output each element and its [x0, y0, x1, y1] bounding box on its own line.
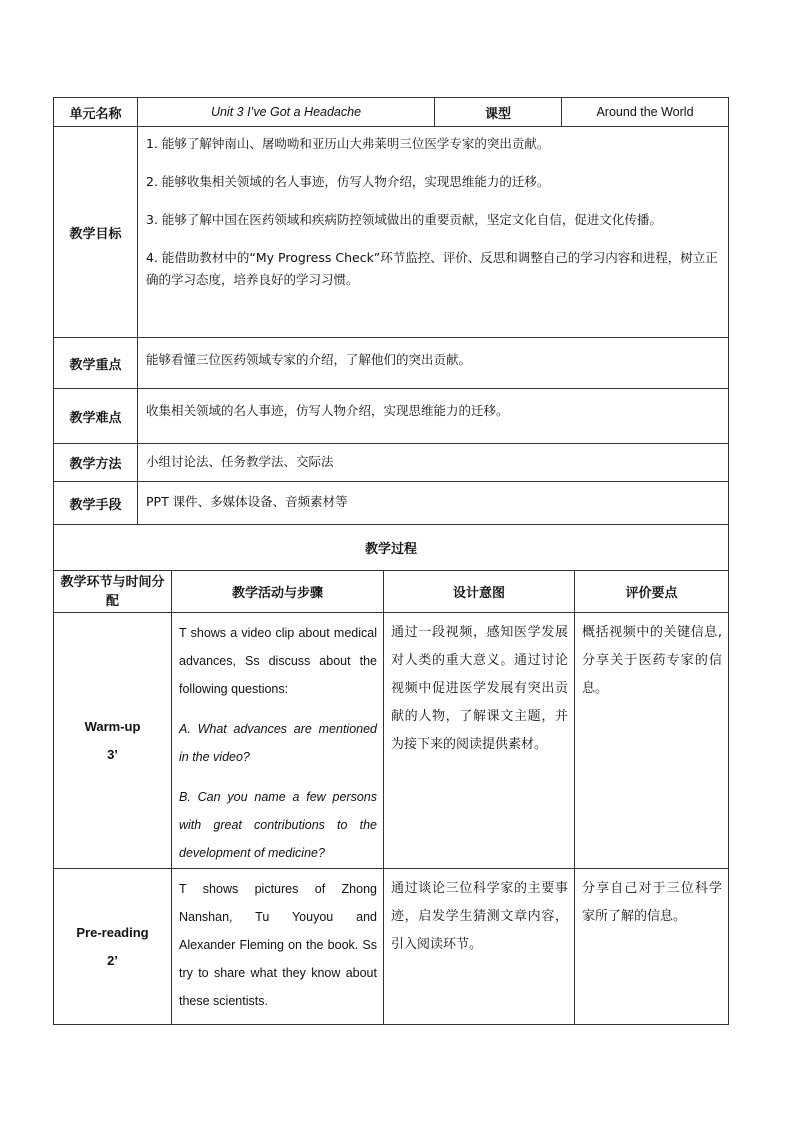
- header-stage: 教学环节与时间分配: [54, 571, 172, 613]
- unit-row: [54, 98, 729, 127]
- goal-item: 3. 能够了解中国在医药领域和疾病防控领域做出的重要贡献，坚定文化自信，促进文化传播。: [146, 212, 662, 227]
- process-table: [53, 524, 729, 1025]
- evaluation-text: 分享自己对于三位科学家所了解的信息。: [582, 881, 723, 924]
- method-value: 小组讨论法、任务教学法、交际法: [138, 444, 729, 482]
- activity-text: T shows pictures of Zhong Nanshan, Tu Youyou and Alexander Fleming on the book. Ss try to share what they know about these scientists.: [179, 882, 377, 1008]
- unit-label: 单元名称: [54, 98, 138, 127]
- intent-cell: [384, 869, 575, 1025]
- header-activity: 教学活动与步骤: [172, 571, 384, 613]
- stage-time: 3’: [107, 746, 118, 762]
- goal-item: 4. 能借助教材中的“My Progress Check”环节监控、评价、反思和调整自己的学习内容和进程，树立正确的学习态度，培养良好的学习习惯。: [146, 250, 718, 287]
- process-title: 教学过程: [54, 525, 729, 571]
- intent-cell: [384, 613, 575, 869]
- goals-row: [54, 127, 729, 338]
- evaluation-text: 概括视频中的关键信息,分享关于医药专家的信息。: [582, 625, 723, 696]
- question-a: A. What advances are mentioned in the video?: [179, 722, 377, 764]
- question-b: B. Can you name a few persons with great contributions to the development of medicine?: [179, 790, 377, 860]
- header-evaluation: 评价要点: [575, 571, 729, 613]
- activity-cell: [172, 613, 384, 869]
- goal-item: 1. 能够了解钟南山、屠呦呦和亚历山大弗莱明三位医学专家的突出贡献。: [146, 136, 550, 151]
- table-row: [54, 613, 729, 869]
- lesson-info-table: [53, 97, 729, 525]
- unit-value: Unit 3 I’ve Got a Headache: [138, 98, 435, 127]
- goal-item: 2. 能够收集相关领域的名人事迹，仿写人物介绍，实现思维能力的迁移。: [146, 174, 550, 189]
- evaluation-cell: [575, 613, 729, 869]
- key-row: [54, 338, 729, 389]
- type-label: 课型: [435, 98, 562, 127]
- stage-name: Pre-reading: [76, 924, 149, 940]
- evaluation-cell: [575, 869, 729, 1025]
- goals-cell: [138, 127, 729, 338]
- intent-text: 通过一段视频，感知医学发展对人类的重大意义。通过讨论视频中促进医学发展有突出贡献的人物，了解课文主题，并为接下来的阅读提供素材。: [391, 625, 568, 752]
- header-intent: 设计意图: [384, 571, 575, 613]
- process-title-row: [54, 525, 729, 571]
- stage-name: Warm-up: [84, 718, 141, 734]
- means-row: [54, 482, 729, 525]
- lesson-plan-page: [53, 97, 728, 1025]
- stage-time: 2’: [107, 952, 118, 968]
- stage-cell: [54, 613, 172, 869]
- activity-cell: [172, 869, 384, 1025]
- activity-text: T shows a video clip about medical advances, Ss discuss about the following questions:: [179, 626, 377, 696]
- means-value: PPT 课件、多媒体设备、音频素材等: [138, 482, 729, 525]
- difficult-label: 教学难点: [54, 389, 138, 444]
- table-row: [54, 869, 729, 1025]
- process-header-row: [54, 571, 729, 613]
- intent-text: 通过谈论三位科学家的主要事迹，启发学生猜测文章内容，引入阅读环节。: [391, 881, 568, 952]
- key-value: 能够看懂三位医药领域专家的介绍，了解他们的突出贡献。: [138, 338, 729, 389]
- difficult-value: 收集相关领域的名人事迹，仿写人物介绍，实现思维能力的迁移。: [138, 389, 729, 444]
- goals-label: 教学目标: [54, 127, 138, 338]
- stage-cell: [54, 869, 172, 1025]
- method-row: [54, 444, 729, 482]
- key-label: 教学重点: [54, 338, 138, 389]
- type-value: Around the World: [562, 98, 729, 127]
- means-label: 教学手段: [54, 482, 138, 525]
- method-label: 教学方法: [54, 444, 138, 482]
- difficult-row: [54, 389, 729, 444]
